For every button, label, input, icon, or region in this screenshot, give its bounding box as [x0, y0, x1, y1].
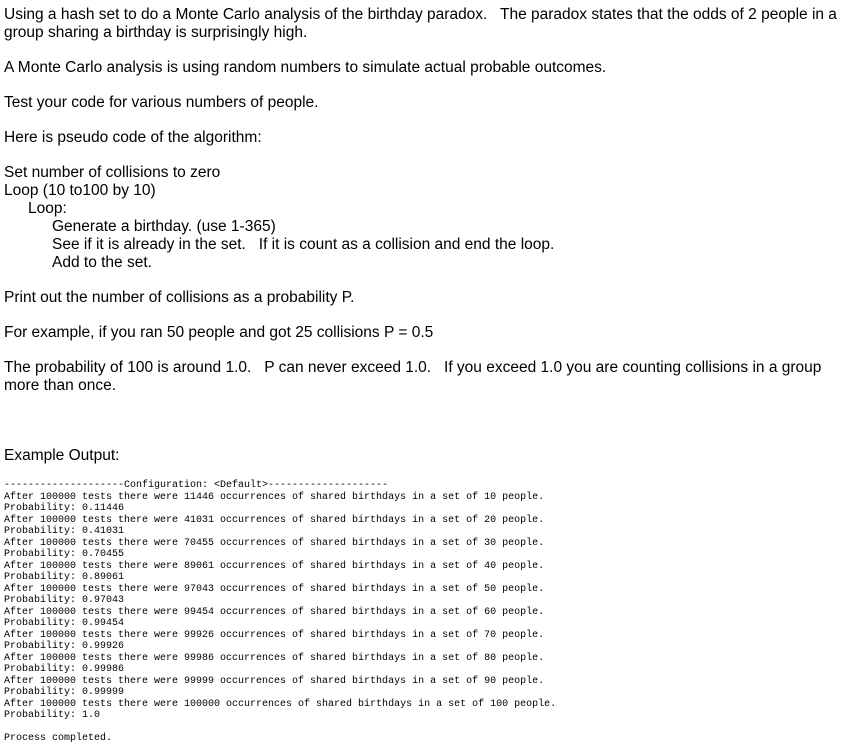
spacer — [4, 272, 842, 289]
console-line: Probability: 1.0 — [4, 710, 101, 721]
spacer — [4, 395, 842, 447]
assignment-document — [4, 6, 842, 465]
pseudo-step-generate: Generate a birthday. (use 1-365) — [52, 218, 276, 235]
spacer — [4, 307, 842, 324]
console-line: After 100000 tests there were 99926 occurrences of shared birthdays in a set of 70 people. — [4, 629, 545, 641]
console-footer: Process completed. — [4, 733, 113, 744]
console-line: After 100000 tests there were 99999 occurrences of shared birthdays in a set of 90 people. — [4, 675, 545, 687]
intro-paragraph: Using a hash set to do a Monte Carlo analysis of the birthday paradox. The paradox states that the odds of 2 people in a group sharing a birthday is surprisingly high. — [4, 6, 842, 41]
example-output-label: Example Output: — [4, 447, 120, 464]
spacer — [4, 77, 842, 94]
console-line: After 100000 tests there were 99986 occurrences of shared birthdays in a set of 80 people. — [4, 652, 545, 664]
pseudo-code-header: Here is pseudo code of the algorithm: — [4, 129, 262, 146]
console-line: Probability: 0.11446 — [4, 503, 125, 514]
probability-note-paragraph: The probability of 100 is around 1.0. P can never exceed 1.0. If you exceed 1.0 you are counting collisions in a group more than once. — [4, 359, 826, 394]
console-line: After 100000 tests there were 97043 occurrences of shared birthdays in a set of 50 people. — [4, 583, 545, 595]
console-output — [4, 480, 842, 745]
console-line: Probability: 0.99454 — [4, 618, 125, 629]
spacer — [4, 147, 842, 164]
spacer — [4, 42, 842, 59]
console-line: Probability: 0.70455 — [4, 549, 125, 560]
console-line: Probability: 0.89061 — [4, 572, 125, 583]
console-line: After 100000 tests there were 99454 occurrences of shared birthdays in a set of 60 people. — [4, 606, 545, 618]
monte-carlo-paragraph: A Monte Carlo analysis is using random numbers to simulate actual probable outcomes. — [4, 59, 607, 76]
console-line: After 100000 tests there were 89061 occurrences of shared birthdays in a set of 40 people. — [4, 560, 545, 572]
pseudo-set-zero: Set number of collisions to zero — [4, 164, 221, 181]
pseudo-inner-loop: Loop: — [28, 200, 67, 217]
console-line: Probability: 0.99999 — [4, 687, 125, 698]
console-line: After 100000 tests there were 70455 occurrences of shared birthdays in a set of 30 people. — [4, 537, 545, 549]
spacer — [4, 112, 842, 129]
print-paragraph: Print out the number of collisions as a probability P. — [4, 289, 355, 306]
test-paragraph: Test your code for various numbers of people. — [4, 94, 319, 111]
spacer — [4, 342, 842, 359]
console-line: After 100000 tests there were 11446 occurrences of shared birthdays in a set of 10 people. — [4, 491, 545, 503]
console-line: Probability: 0.41031 — [4, 526, 125, 537]
console-line: After 100000 tests there were 100000 occurrences of shared birthdays in a set of 100 people. — [4, 698, 557, 710]
pseudo-outer-loop: Loop (10 to100 by 10) — [4, 182, 156, 199]
pseudo-step-check: See if it is already in the set. If it is count as a collision and end the loop. — [52, 236, 555, 253]
console-line: Probability: 0.99986 — [4, 664, 125, 675]
console-line: Probability: 0.97043 — [4, 595, 125, 606]
console-header: --------------------Configuration: <Default>-------------------- — [4, 480, 389, 491]
console-line: Probability: 0.99926 — [4, 641, 125, 652]
pseudo-code-block — [4, 164, 842, 272]
console-line: After 100000 tests there were 41031 occurrences of shared birthdays in a set of 20 people. — [4, 514, 545, 526]
pseudo-step-add: Add to the set. — [52, 254, 152, 271]
example-paragraph: For example, if you ran 50 people and got 25 collisions P = 0.5 — [4, 324, 434, 341]
console-blank-line — [4, 722, 842, 734]
